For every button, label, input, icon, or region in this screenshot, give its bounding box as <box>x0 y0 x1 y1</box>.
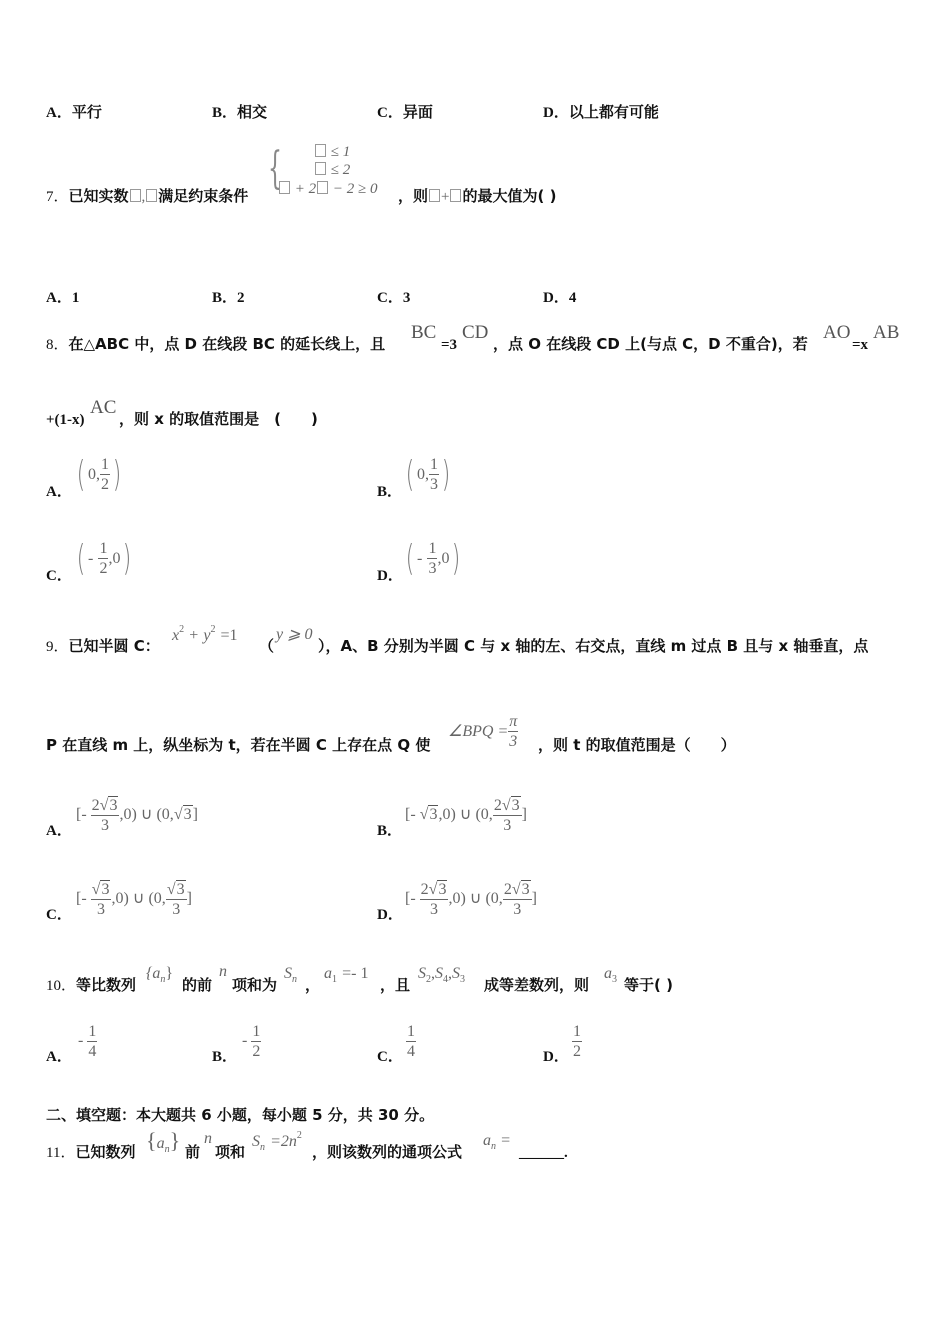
q8-stem-line1b: ，点 O 在线段 CD 上(与点 C，D 不重合)，若 <box>493 335 808 353</box>
vector-ab: AB <box>873 322 900 343</box>
eq-three: =3 <box>441 337 458 353</box>
q10-stem-c: 项和为 <box>232 976 278 994</box>
q6-option-b: B．相交 <box>212 103 268 121</box>
q9-condition: y ⩾ 0 <box>276 626 313 643</box>
q9-option-d-interval: [- $\frac{2√3}{3}$ ,0) ∪ (0, $\frac{2√3}{3}$ ] <box>405 881 537 918</box>
q6-option-d: D．以上都有可能 <box>543 103 659 121</box>
q9-stem-a: 9．已知半圆 C： <box>46 637 160 655</box>
q7-option-a: A．1 <box>46 290 80 306</box>
q10-option-d-letter: D． <box>543 1049 569 1065</box>
q11-n: n <box>204 1130 212 1147</box>
q11-stem-a: 11．已知数列 <box>46 1143 136 1161</box>
q11-sum-formula: $S_n =2n^2$ <box>252 1130 302 1153</box>
q8-option-d-interval: ( - $\frac{1}{3}$ ,0) <box>405 537 461 579</box>
constraint-3: + 2 − 2 ≥ 0 <box>278 181 377 198</box>
q11-stem-c: 项和 <box>215 1143 246 1161</box>
q8-option-c-letter: C． <box>46 568 72 584</box>
var-y-glyph <box>146 189 157 202</box>
q7-constraint-system <box>268 144 398 200</box>
q7-option-d: D．4 <box>543 290 577 306</box>
vector-cd: CD <box>462 322 489 343</box>
q10-stem-e: 成等差数列，则 <box>484 976 590 994</box>
q10-option-c-letter: C． <box>377 1049 403 1065</box>
q10-sequence: $\{a_n\}$ <box>146 965 174 985</box>
q10-option-b-letter: B． <box>212 1049 238 1065</box>
q9-option-b-interval: [- √3,0) ∪ (0, $\frac{2√3}{3}$ ] <box>405 797 527 834</box>
q9-stem-line2a: P 在直线 m 上，纵坐标为 t，若在半圆 C 上存在点 Q 使 <box>46 736 431 754</box>
q7-stem-end: ，则 + 的最大值为( ) <box>398 187 557 205</box>
left-brace: { <box>268 143 282 194</box>
q9-paren-left: （ <box>259 637 275 655</box>
q10-option-c-value: $\frac{1}{4}$ <box>407 1023 415 1060</box>
q10-s-list: $S_2,S_4,S_3$ <box>418 965 465 985</box>
q8-option-b-interval: ( 0, $\frac{1}{3}$ ) <box>405 453 451 495</box>
q10-stem-a: 10．等比数列 <box>46 976 137 994</box>
q8-stem-line2b: ，则 x 的取值范围是 ( ) <box>119 410 318 428</box>
q10-sum-sn: $S_n$ <box>284 965 297 985</box>
q10-stem-f: 等于( ) <box>624 976 673 994</box>
q9-option-c-interval: [- $\frac{√3}{3}$ ,0) ∪ (0, $\frac{√3}{3}$ ] <box>76 881 192 918</box>
q9-angle-expression: ∠BPQ = $\frac{\pi}{3}$ <box>448 713 518 750</box>
q10-a1: $a_1 =- 1$ <box>324 965 369 985</box>
constraint-2: ≤ 2 <box>314 162 350 179</box>
q7-stem: 7．已知实数 , 满足约束条件 <box>46 187 249 205</box>
q10-option-a-value: - $\frac{1}{4}$ <box>78 1023 97 1060</box>
q6-option-c: C．异面 <box>377 103 433 121</box>
q10-a3: $a_3$ <box>604 965 617 985</box>
q8-option-b-letter: B． <box>377 484 403 500</box>
q10-option-a-letter: A． <box>46 1049 72 1065</box>
eq-x: =x <box>852 337 869 353</box>
q8-option-a-letter: A． <box>46 484 72 500</box>
q9-option-a-interval: [- $\frac{2√3}{3}$ ,0) ∪ (0,√3] <box>76 797 198 834</box>
vector-ac: AC <box>90 397 117 418</box>
q9-circle-equation: $x^2 + y^2 =1$ <box>172 624 238 644</box>
vector-bc: BC <box>411 322 437 343</box>
q11-an: $a_n$ = <box>483 1132 511 1152</box>
vector-ao: AO <box>823 322 851 343</box>
q10-option-b-value: - $\frac{1}{2}$ <box>242 1023 261 1060</box>
q10-option-d-value: $\frac{1}{2}$ <box>573 1023 581 1060</box>
var-x-glyph <box>130 189 141 202</box>
q10-comma: ， <box>305 976 321 994</box>
q7-option-b: B．2 <box>212 290 245 306</box>
q10-stem-d: ，且 <box>380 976 411 994</box>
constraint-1: ≤ 1 <box>314 144 350 161</box>
q8-option-c-interval: ( - $\frac{1}{2}$ ,0) <box>76 537 132 579</box>
q8-option-d-letter: D． <box>377 568 403 584</box>
q9-option-a-letter: A． <box>46 823 72 839</box>
q9-option-c-letter: C． <box>46 907 72 923</box>
q11-sequence: $\{a_n\}$ <box>146 1128 181 1155</box>
q9-stem-line2b: ，则 t 的取值范围是（ ） <box>538 736 736 754</box>
q10-stem-b: 的前 <box>182 976 213 994</box>
q6-option-a: A．平行 <box>46 103 102 121</box>
q10-n: n <box>219 963 227 980</box>
q8-option-a-interval: ( 0, $\frac{1}{2}$ ) <box>76 453 122 495</box>
q8-stem-line2: +(1-x) <box>46 412 85 428</box>
q9-option-b-letter: B． <box>377 823 403 839</box>
q11-stem-d: ，则该数列的通项公式 <box>312 1143 463 1161</box>
q11-stem-b: 前 <box>185 1143 201 1161</box>
q7-option-c: C．3 <box>377 290 411 306</box>
section-heading: 二、填空题：本大题共 6 小题，每小题 5 分，共 30 分。 <box>46 1106 435 1124</box>
q9-option-d-letter: D． <box>377 907 403 923</box>
q9-stem-b: ），A、B 分别为半圆 C 与 x 轴的左、右交点，直线 m 过点 B 且与 x 轴垂直，点 <box>318 637 869 655</box>
q8-stem-line1: 8．在△ABC 中，点 D 在线段 BC 的延长线上，且 <box>46 335 386 353</box>
q11-answer-blank[interactable]: ______. <box>519 1145 568 1161</box>
